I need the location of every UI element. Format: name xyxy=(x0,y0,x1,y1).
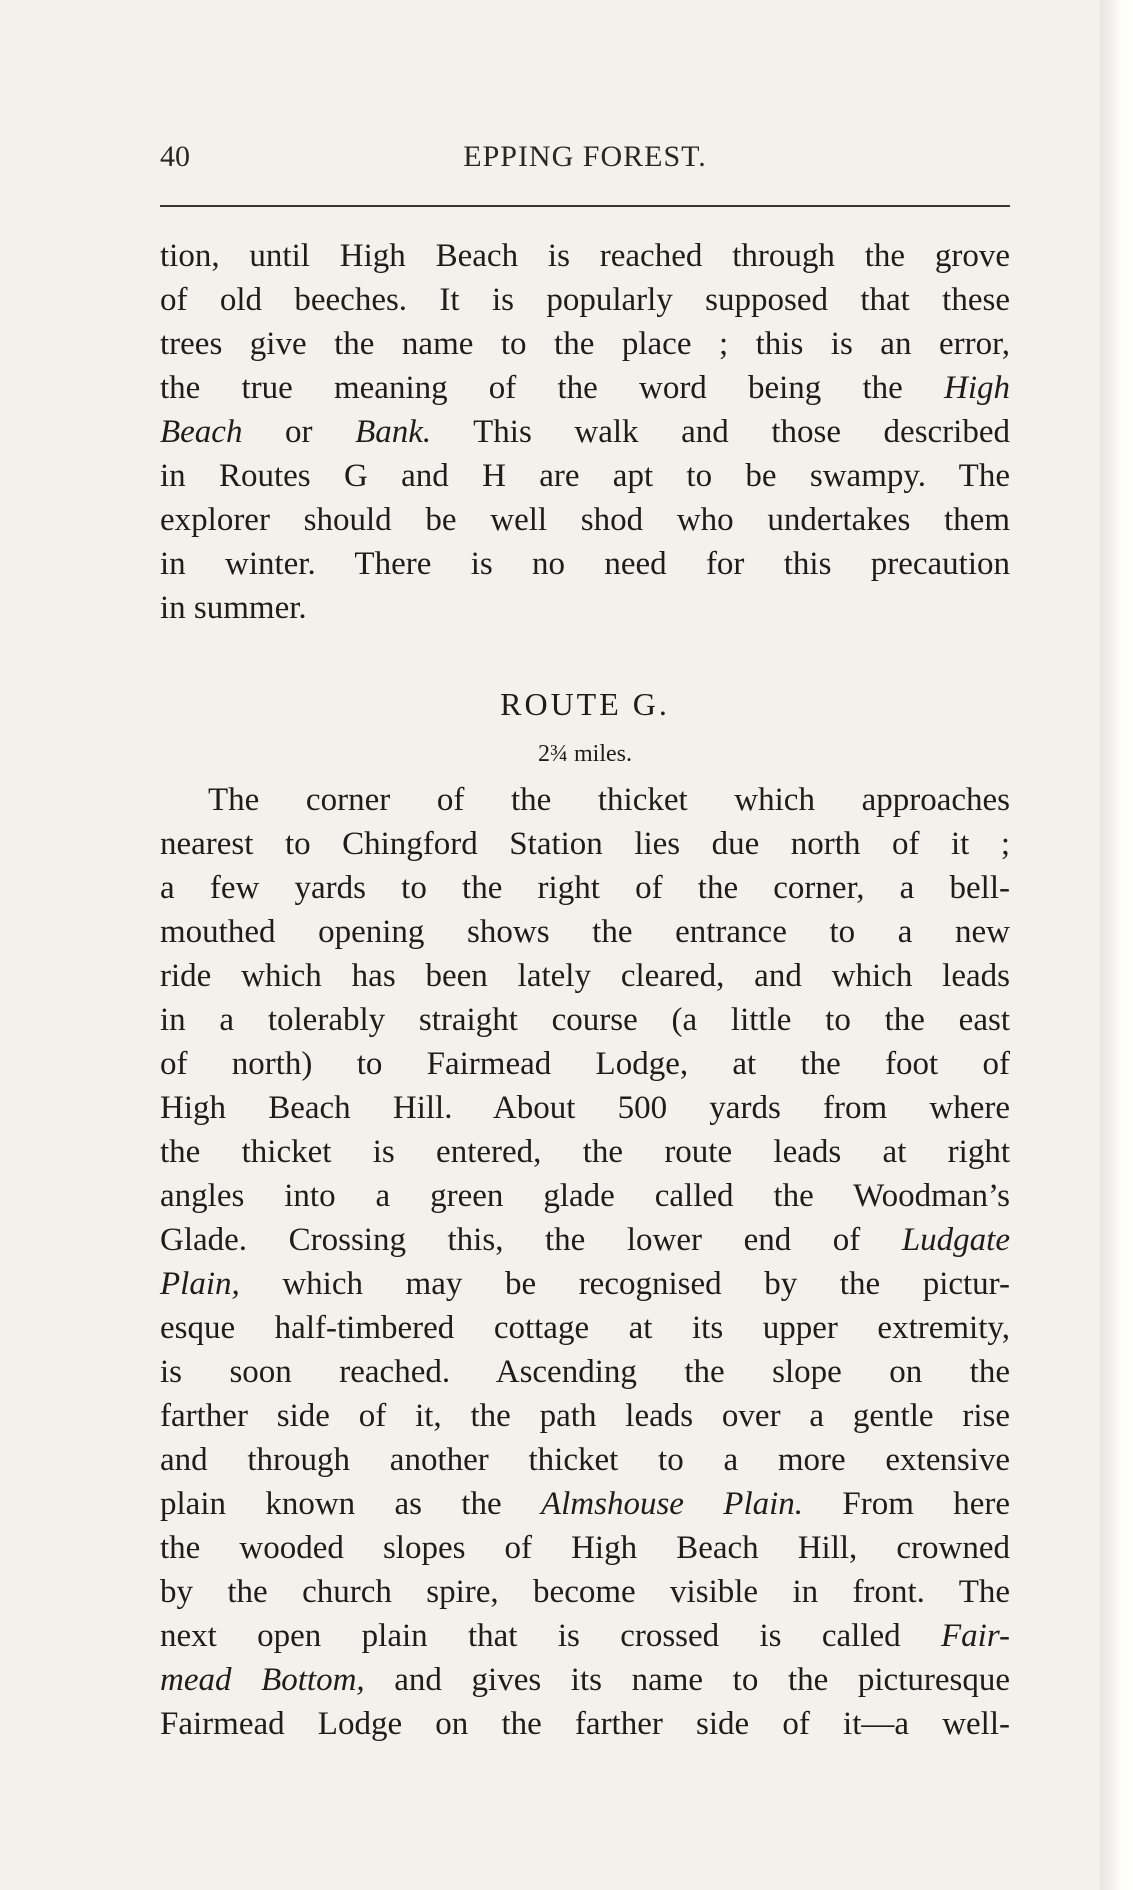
text-segment: next open plain that is crossed is called xyxy=(160,1618,941,1654)
text-line xyxy=(160,1438,1010,1482)
text-line xyxy=(160,498,1010,542)
text-segment: in summer. xyxy=(160,590,307,626)
text-segment: and gives its name to the picturesque xyxy=(364,1662,1010,1698)
text-line xyxy=(160,1614,1010,1658)
text-line xyxy=(160,1394,1010,1438)
text-line xyxy=(160,1174,1010,1218)
text-line xyxy=(160,234,1010,278)
page-number: 40 xyxy=(160,140,190,173)
route-distance: 2¾ miles. xyxy=(538,741,632,767)
text-segment: The corner of the thicket which approaches xyxy=(208,782,1010,818)
text-segment: esque half-timbered cottage at its upper extremity, xyxy=(160,1310,1010,1346)
text-line xyxy=(160,454,1010,498)
text-segment: the true meaning of the word being the xyxy=(160,370,944,406)
italic-text: Beach xyxy=(160,414,243,450)
text-line xyxy=(160,1526,1010,1570)
text-line xyxy=(160,1570,1010,1614)
text-line xyxy=(160,822,1010,866)
text-segment: in a tolerably straight course (a little to the east xyxy=(160,1002,1010,1038)
text-line xyxy=(160,1658,1010,1702)
running-head xyxy=(160,140,1010,180)
text-line xyxy=(160,1218,1010,1262)
paragraph-1 xyxy=(160,234,1010,630)
text-line xyxy=(160,1262,1010,1306)
text-segment: the wooded slopes of High Beach Hill, crowned xyxy=(160,1530,1010,1566)
text-line xyxy=(160,542,1010,586)
text-line xyxy=(160,1350,1010,1394)
text-segment: of north) to Fairmead Lodge, at the foot of xyxy=(160,1046,1010,1082)
running-title: EPPING FOREST. xyxy=(463,140,707,173)
text-line xyxy=(160,778,1010,822)
text-segment: mouthed opening shows the entrance to a new xyxy=(160,914,1010,950)
text-segment: which may be recognised by the pictur- xyxy=(239,1266,1010,1302)
italic-text: Fair- xyxy=(941,1618,1010,1654)
paragraph-2 xyxy=(160,778,1010,1746)
text-line xyxy=(160,998,1010,1042)
text-segment: farther side of it, the path leads over a gentle rise xyxy=(160,1398,1010,1434)
text-segment: Glade. Crossing this, the lower end of xyxy=(160,1222,902,1258)
text-line xyxy=(160,1042,1010,1086)
text-segment: by the church spire, become visible in front. The xyxy=(160,1574,1010,1610)
text-block xyxy=(160,234,1010,1746)
text-segment: nearest to Chingford Station lies due north of it ; xyxy=(160,826,1010,862)
text-line xyxy=(160,910,1010,954)
text-segment: in winter. There is no need for this precaution xyxy=(160,546,1010,582)
text-segment: trees give the name to the place ; this is an error, xyxy=(160,326,1010,362)
text-segment: angles into a green glade called the Woodman’s xyxy=(160,1178,1010,1214)
text-segment: the thicket is entered, the route leads at right xyxy=(160,1134,1010,1170)
italic-text: Bank. xyxy=(355,414,432,450)
text-line xyxy=(160,1702,1010,1746)
text-segment: High Beach Hill. About 500 yards from where xyxy=(160,1090,1010,1126)
text-segment: and through another thicket to a more extensive xyxy=(160,1442,1010,1478)
page-edge-shadow xyxy=(1100,0,1133,1890)
text-segment: This walk and those described xyxy=(431,414,1010,450)
text-line xyxy=(160,866,1010,910)
text-segment: of old beeches. It is popularly supposed that these xyxy=(160,282,1010,318)
text-line xyxy=(160,1130,1010,1174)
text-segment: tion, until High Beach is reached through the grove xyxy=(160,238,1010,274)
text-line xyxy=(160,278,1010,322)
text-segment: a few yards to the right of the corner, a bell- xyxy=(160,870,1010,906)
italic-text: High xyxy=(944,370,1010,406)
text-line xyxy=(160,366,1010,410)
text-line xyxy=(160,954,1010,998)
section-gap xyxy=(160,630,1010,678)
text-segment: in Routes G and H are apt to be swampy. The xyxy=(160,458,1010,494)
text-line xyxy=(160,586,1010,630)
text-line xyxy=(160,322,1010,366)
italic-text: Almshouse Plain. xyxy=(540,1486,804,1522)
text-segment: explorer should be well shod who undertakes them xyxy=(160,502,1010,538)
header-rule xyxy=(160,205,1010,207)
text-segment: From here xyxy=(803,1486,1011,1522)
italic-text: Plain, xyxy=(160,1266,240,1302)
route-heading: ROUTE G. xyxy=(500,686,670,722)
italic-text: Ludgate xyxy=(901,1222,1010,1258)
text-segment: ride which has been lately cleared, and which leads xyxy=(160,958,1010,994)
text-line xyxy=(160,1086,1010,1130)
text-segment: plain known as the xyxy=(160,1486,541,1522)
text-segment: is soon reached. Ascending the slope on the xyxy=(160,1354,1010,1390)
text-segment: Fairmead Lodge on the farther side of it—a well- xyxy=(160,1706,1010,1742)
text-line xyxy=(160,1482,1010,1526)
text-line xyxy=(160,1306,1010,1350)
text-segment: or xyxy=(242,414,356,450)
italic-text: mead Bottom, xyxy=(160,1662,365,1698)
text-line xyxy=(160,410,1010,454)
